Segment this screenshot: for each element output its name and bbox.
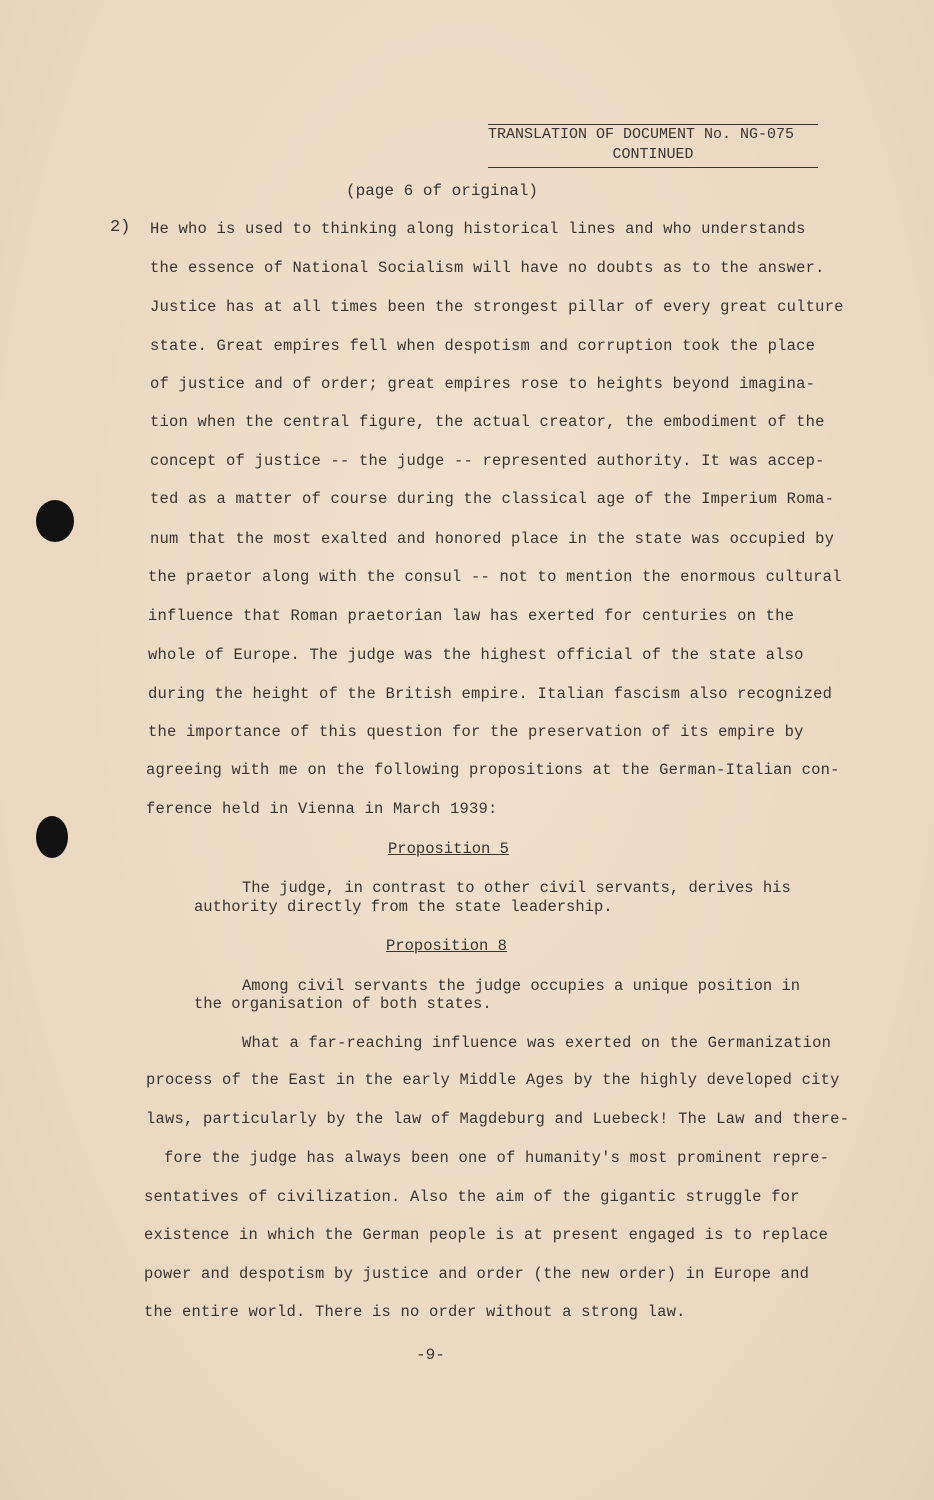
paragraph-line: num that the most exalted and honored place in the state was occupied by: [150, 530, 835, 548]
paragraph-number: 2): [110, 218, 131, 237]
header-title: TRANSLATION OF DOCUMENT No. NG-075: [488, 126, 795, 143]
paragraph-line: the praetor along with the consul -- not to mention the enormous cultural: [148, 568, 842, 586]
paragraph-line: of justice and of order; great empires rose to heights beyond imagina-: [150, 375, 816, 393]
paragraph-line: agreeing with me on the following propositions at the German-Italian con-: [146, 761, 840, 779]
closing-line: sentatives of civilization. Also the aim of the gigantic struggle for: [144, 1188, 800, 1206]
paragraph-line: Justice has at all times been the strongest pillar of every great culture: [150, 298, 844, 316]
closing-line: power and despotism by justice and order (the new order) in Europe and: [144, 1265, 810, 1283]
page-reference: (page 6 of original): [346, 182, 539, 200]
closing-line: process of the East in the early Middle Ages by the highly developed city: [146, 1071, 840, 1089]
closing-line: fore the judge has always been one of humanity's most prominent repre-: [164, 1149, 830, 1167]
header-continued: CONTINUED: [488, 145, 818, 168]
paragraph-line: ference held in Vienna in March 1939:: [146, 800, 498, 818]
paragraph-line: during the height of the British empire. Italian fascism also recognized: [148, 685, 833, 703]
proposition-8-line: the organisation of both states.: [194, 995, 492, 1013]
proposition-8-title: Proposition 8: [386, 937, 507, 955]
paragraph-line: whole of Europe. The judge was the highest official of the state also: [148, 646, 804, 664]
punch-hole-top: [36, 500, 74, 542]
punch-hole-bottom: [36, 816, 68, 858]
paragraph-line: state. Great empires fell when despotism and corruption took the place: [150, 337, 816, 355]
closing-line: What a far-reaching influence was exerted on the Germanization: [242, 1034, 832, 1052]
proposition-8-line: Among civil servants the judge occupies a unique position in: [242, 977, 801, 995]
proposition-5-title: Proposition 5: [388, 840, 509, 858]
proposition-5-line: authority directly from the state leadership.: [194, 898, 613, 916]
paragraph-line: the importance of this question for the preservation of its empire by: [148, 723, 804, 741]
paragraph-line: He who is used to thinking along historical lines and who understands: [150, 220, 806, 238]
document-header: [488, 124, 818, 168]
paragraph-line: influence that Roman praetorian law has exerted for centuries on the: [148, 607, 795, 625]
paragraph-line: concept of justice -- the judge -- represented authority. It was accep-: [150, 452, 825, 470]
closing-line: laws, particularly by the law of Magdeburg and Luebeck! The Law and there-: [146, 1110, 850, 1128]
closing-line: the entire world. There is no order without a strong law.: [144, 1303, 686, 1321]
paragraph-line: ted as a matter of course during the classical age of the Imperium Roma-: [150, 490, 835, 508]
proposition-5-line: The judge, in contrast to other civil servants, derives his: [242, 879, 791, 897]
paragraph-line: tion when the central figure, the actual creator, the embodiment of the: [150, 413, 825, 431]
closing-line: existence in which the German people is at present engaged is to replace: [144, 1226, 829, 1244]
page-number: -9-: [416, 1346, 445, 1364]
paragraph-line: the essence of National Socialism will have no doubts as to the answer.: [150, 259, 825, 277]
